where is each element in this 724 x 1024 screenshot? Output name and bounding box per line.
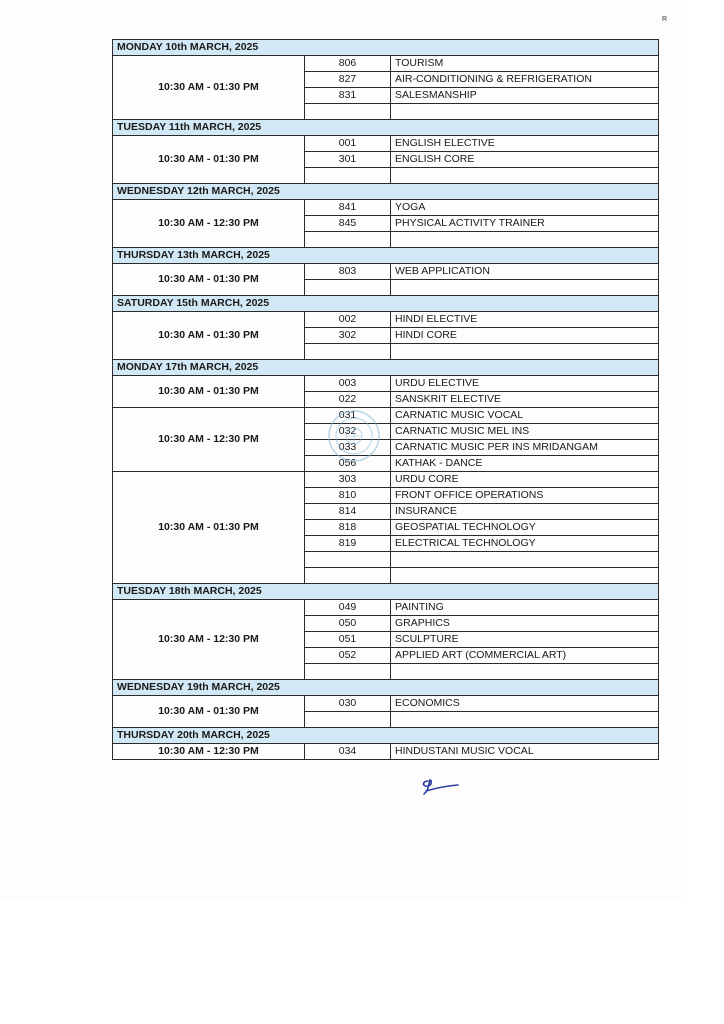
subject-row (113, 136, 659, 152)
subject-code: 819 (305, 536, 391, 552)
subject-name: SALESMANSHIP (391, 88, 659, 104)
subject-code: 810 (305, 488, 391, 504)
subject-code: 827 (305, 72, 391, 88)
day-header: MONDAY 10th MARCH, 2025 (113, 40, 659, 56)
day-header: SATURDAY 15th MARCH, 2025 (113, 296, 659, 312)
day-header-row (113, 584, 659, 600)
blank-cell (305, 712, 391, 728)
exam-time: 10:30 AM - 01:30 PM (113, 696, 305, 728)
blank-cell (305, 104, 391, 120)
day-header-row (113, 296, 659, 312)
subject-name (391, 552, 659, 568)
subject-name: YOGA (391, 200, 659, 216)
exam-time: 10:30 AM - 12:30 PM (113, 408, 305, 472)
subject-name: HINDUSTANI MUSIC VOCAL (391, 744, 659, 760)
subject-code: 052 (305, 648, 391, 664)
subject-name: URDU ELECTIVE (391, 376, 659, 392)
day-header-row (113, 360, 659, 376)
page-mark: R (662, 16, 668, 23)
blank-cell (305, 232, 391, 248)
blank-cell (305, 344, 391, 360)
blank-cell (391, 568, 659, 584)
subject-code: 845 (305, 216, 391, 232)
subject-name: ENGLISH ELECTIVE (391, 136, 659, 152)
subject-name: GEOSPATIAL TECHNOLOGY (391, 520, 659, 536)
blank-cell (305, 280, 391, 296)
day-header-row (113, 728, 659, 744)
subject-code: 002 (305, 312, 391, 328)
blank-cell (305, 168, 391, 184)
exam-schedule-table (112, 39, 659, 760)
subject-name: ELECTRICAL TECHNOLOGY (391, 536, 659, 552)
subject-code: 051 (305, 632, 391, 648)
subject-name: PHYSICAL ACTIVITY TRAINER (391, 216, 659, 232)
subject-code: 003 (305, 376, 391, 392)
blank-cell (305, 568, 391, 584)
subject-code: 303 (305, 472, 391, 488)
day-header: THURSDAY 13th MARCH, 2025 (113, 248, 659, 264)
exam-time: 10:30 AM - 01:30 PM (113, 56, 305, 120)
subject-code: 831 (305, 88, 391, 104)
subject-name: GRAPHICS (391, 616, 659, 632)
subject-name: HINDI ELECTIVE (391, 312, 659, 328)
subject-name: AIR-CONDITIONING & REFRIGERATION (391, 72, 659, 88)
signature-mark (418, 775, 462, 799)
subject-name: CARNATIC MUSIC VOCAL (391, 408, 659, 424)
subject-row (113, 696, 659, 712)
subject-row (113, 408, 659, 424)
subject-row (113, 744, 659, 760)
blank-cell (391, 712, 659, 728)
subject-code: 302 (305, 328, 391, 344)
subject-row (113, 312, 659, 328)
subject-code: 841 (305, 200, 391, 216)
exam-time: 10:30 AM - 01:30 PM (113, 136, 305, 184)
day-header-row (113, 248, 659, 264)
exam-time: 10:30 AM - 12:30 PM (113, 600, 305, 680)
blank-cell (391, 232, 659, 248)
subject-name: SCULPTURE (391, 632, 659, 648)
day-header: MONDAY 17th MARCH, 2025 (113, 360, 659, 376)
blank-cell (391, 280, 659, 296)
day-header-row (113, 120, 659, 136)
blank-cell (391, 344, 659, 360)
subject-row (113, 56, 659, 72)
subject-code: 301 (305, 152, 391, 168)
exam-time: 10:30 AM - 01:30 PM (113, 472, 305, 584)
day-header: WEDNESDAY 19th MARCH, 2025 (113, 680, 659, 696)
subject-name: ENGLISH CORE (391, 152, 659, 168)
exam-time: 10:30 AM - 01:30 PM (113, 376, 305, 408)
subject-code: 814 (305, 504, 391, 520)
blank-cell (391, 664, 659, 680)
subject-row (113, 264, 659, 280)
subject-row (113, 600, 659, 616)
subject-code: 033 (305, 440, 391, 456)
exam-time: 10:30 AM - 12:30 PM (113, 200, 305, 248)
day-header: THURSDAY 20th MARCH, 2025 (113, 728, 659, 744)
day-header-row (113, 40, 659, 56)
subject-name: HINDI CORE (391, 328, 659, 344)
subject-name: WEB APPLICATION (391, 264, 659, 280)
subject-code: 032 (305, 424, 391, 440)
board-seal-icon (326, 408, 382, 464)
subject-code: 818 (305, 520, 391, 536)
subject-row (113, 376, 659, 392)
subject-row (113, 472, 659, 488)
subject-name: CARNATIC MUSIC MEL INS (391, 424, 659, 440)
subject-name: KATHAK - DANCE (391, 456, 659, 472)
subject-name: FRONT OFFICE OPERATIONS (391, 488, 659, 504)
subject-code: 056 (305, 456, 391, 472)
subject-code: 031 (305, 408, 391, 424)
subject-name: CARNATIC MUSIC PER INS MRIDANGAM (391, 440, 659, 456)
subject-code: 034 (305, 744, 391, 760)
blank-cell (305, 664, 391, 680)
subject-name: ECONOMICS (391, 696, 659, 712)
subject-name: APPLIED ART (COMMERCIAL ART) (391, 648, 659, 664)
subject-name: URDU CORE (391, 472, 659, 488)
subject-code: 030 (305, 696, 391, 712)
exam-time: 10:30 AM - 01:30 PM (113, 264, 305, 296)
day-header: WEDNESDAY 12th MARCH, 2025 (113, 184, 659, 200)
subject-code: 806 (305, 56, 391, 72)
subject-code: 803 (305, 264, 391, 280)
blank-cell (391, 104, 659, 120)
day-header: TUESDAY 18th MARCH, 2025 (113, 584, 659, 600)
subject-name: INSURANCE (391, 504, 659, 520)
blank-cell (391, 168, 659, 184)
subject-code: 050 (305, 616, 391, 632)
subject-row (113, 200, 659, 216)
exam-time: 10:30 AM - 01:30 PM (113, 312, 305, 360)
subject-name: SANSKRIT ELECTIVE (391, 392, 659, 408)
subject-name: PAINTING (391, 600, 659, 616)
day-header: TUESDAY 11th MARCH, 2025 (113, 120, 659, 136)
day-header-row (113, 680, 659, 696)
day-header-row (113, 184, 659, 200)
subject-code: 049 (305, 600, 391, 616)
subject-code: 022 (305, 392, 391, 408)
exam-time: 10:30 AM - 12:30 PM (113, 744, 305, 760)
subject-code (305, 552, 391, 568)
subject-code: 001 (305, 136, 391, 152)
subject-name: TOURISM (391, 56, 659, 72)
